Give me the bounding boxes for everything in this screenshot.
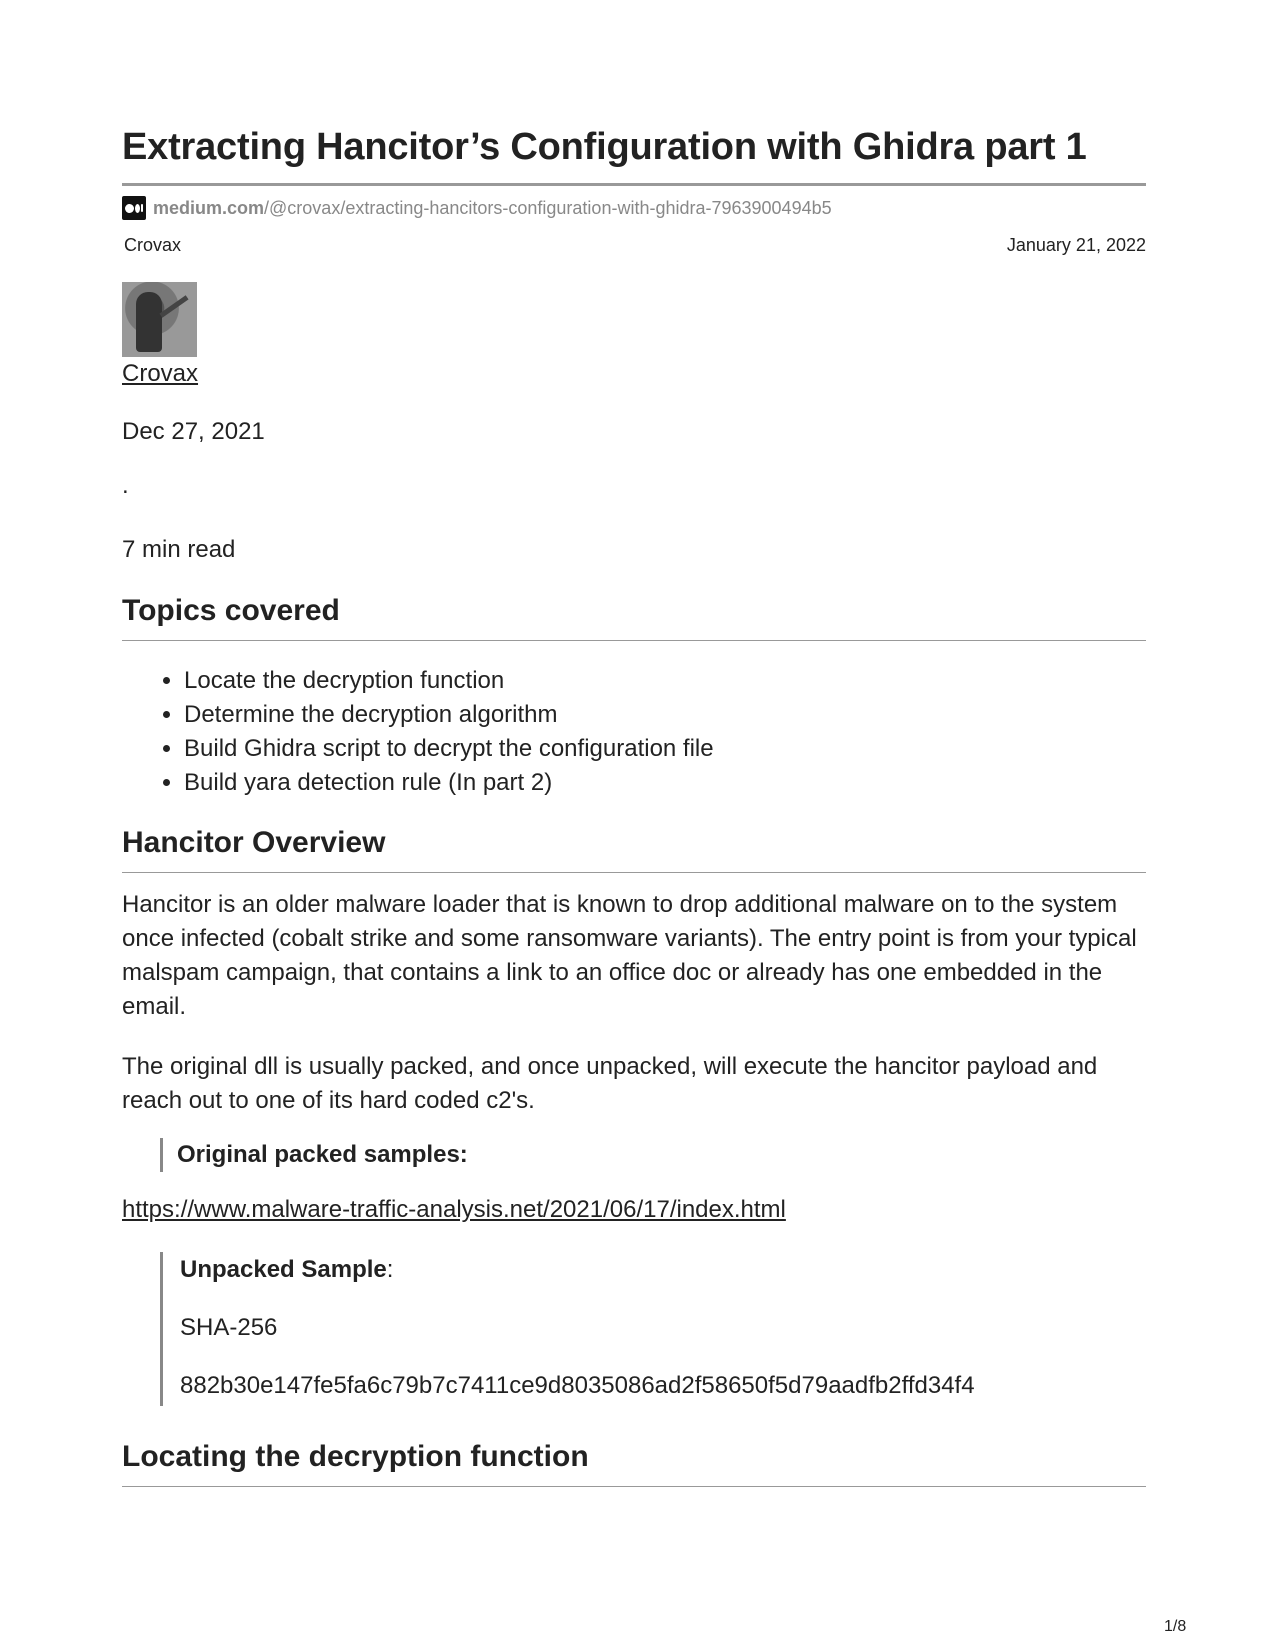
topics-divider: [122, 640, 1146, 641]
header-author: Crovax: [124, 235, 182, 255]
list-item: • Build yara detection rule (In part 2): [184, 766, 714, 800]
overview-paragraph-2: The original dll is usually packed, and once unpacked, will execute the hancitor payload and reach out to one of its hard coded c2's.: [122, 1053, 1098, 1114]
read-time: 7 min read: [122, 536, 236, 563]
author-avatar[interactable]: [122, 282, 197, 357]
overview-paragraph-1: Hancitor is an older malware loader that is known to drop additional malware on to the system once infected (cobalt strike and some ransomware variants). The entry point is from your typical malspam campaign, that contains a link to an office doc or already has one embedded in the email.: [122, 891, 1137, 1020]
unpacked-sample-label: Unpacked Sample: [180, 1256, 387, 1283]
unpacked-sample-quote: [160, 1252, 975, 1406]
source-line: [122, 196, 832, 220]
locating-divider: [122, 1486, 1146, 1487]
source-domain: medium.com: [153, 197, 265, 218]
packed-samples-label: Original packed samples:: [177, 1141, 468, 1168]
hash-value: 882b30e147fe5fa6c79b7c7411ce9d8035086ad2f58650f5d79aadfb2ffd34f4: [180, 1372, 975, 1399]
topics-heading: Topics covered: [122, 594, 340, 627]
page-number: 1/8: [1164, 1618, 1187, 1635]
list-item: • Build Ghidra script to decrypt the configuration file: [184, 732, 714, 766]
hash-type: SHA-256: [180, 1314, 278, 1341]
locating-heading: Locating the decryption function: [122, 1440, 589, 1473]
article-title: Extracting Hancitor’s Configuration with Ghidra part 1: [122, 126, 1087, 168]
author-link[interactable]: Crovax: [122, 360, 199, 387]
overview-divider: [122, 872, 1146, 873]
unpacked-colon: :: [386, 1256, 394, 1283]
medium-logo-icon: [122, 196, 146, 220]
post-date: Dec 27, 2021: [122, 418, 265, 445]
list-item: • Locate the decryption function: [184, 664, 714, 698]
list-item: • Determine the decryption algorithm: [184, 698, 714, 732]
topics-list: [122, 664, 714, 800]
packed-samples-quote: [160, 1138, 468, 1172]
overview-heading: Hancitor Overview: [122, 826, 386, 859]
header-date: January 21, 2022: [1006, 235, 1146, 255]
separator-dot: .: [122, 472, 129, 499]
packed-samples-link[interactable]: https://www.malware-traffic-analysis.net/2021/06/17/index.html: [122, 1196, 786, 1223]
source-path: /@crovax/extracting-hancitors-configuration-with-ghidra-7963900494b5: [264, 197, 832, 218]
title-divider: [122, 183, 1146, 186]
